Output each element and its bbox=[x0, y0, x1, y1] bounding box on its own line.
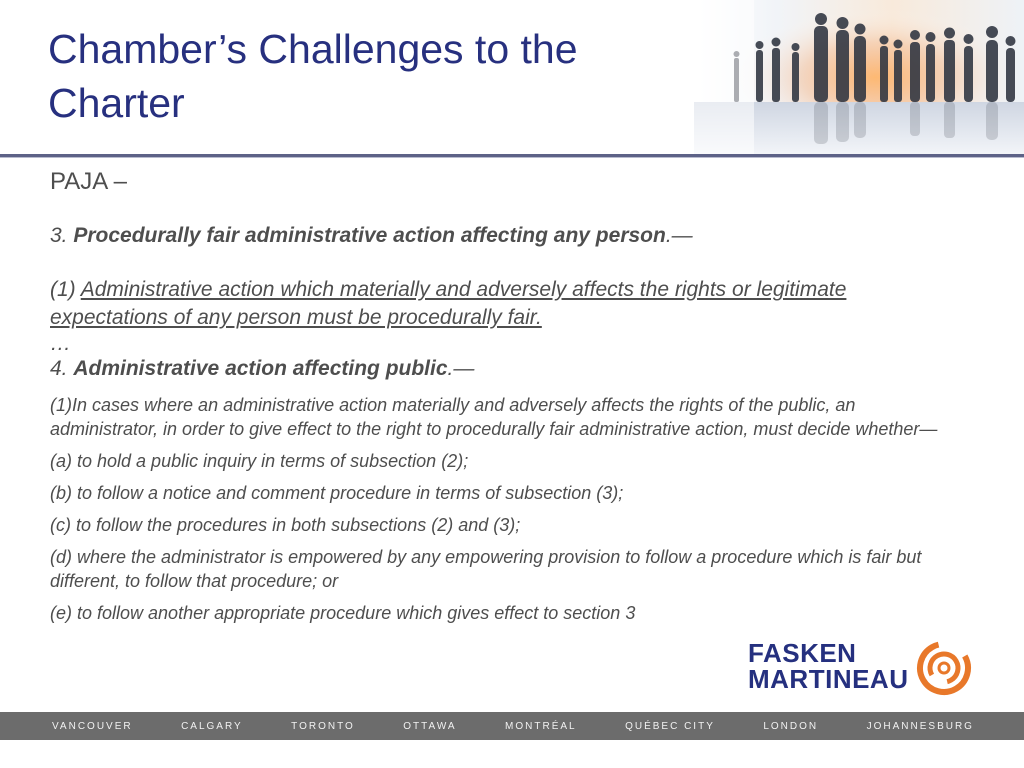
section-4-item-d: (d) where the administrator is empowered by any empowering provision to follow a procedure which is fair but different, to follow that procedure; or bbox=[50, 547, 922, 591]
slide-body bbox=[50, 166, 960, 633]
section-3-1-body: Administrative action which materially and adversely affects the rights or legitimate expectations of any person must be procedurally fair. bbox=[50, 278, 847, 329]
section-4-item-e: (e) to follow another appropriate procedure which gives effect to section 3 bbox=[50, 603, 636, 623]
section-3-title: Procedurally fair administrative action affecting any person bbox=[73, 224, 666, 247]
footer-city-montreal: MONTRÉAL bbox=[505, 720, 577, 732]
section-4-item-b: (b) to follow a notice and comment procedure in terms of subsection (3); bbox=[50, 483, 624, 503]
footer-city-toronto: TORONTO bbox=[291, 720, 355, 732]
ellipsis: … bbox=[50, 332, 71, 355]
slide-title: Chamber’s Challenges to the Charter bbox=[48, 26, 578, 126]
section-4-dash: .— bbox=[447, 357, 475, 380]
footer-city-london: LONDON bbox=[763, 720, 819, 732]
fasken-martineau-logo bbox=[748, 640, 978, 696]
logo-swirl-icon bbox=[916, 640, 972, 696]
footer-city-calgary: CALGARY bbox=[181, 720, 243, 732]
section-3-1-text bbox=[50, 276, 960, 332]
footer-city-quebec-city: QUÉBEC CITY bbox=[625, 720, 715, 732]
footer-city-bar bbox=[0, 712, 1024, 740]
logo-line-1: FASKEN bbox=[748, 638, 857, 668]
section-4-number: 4. bbox=[50, 357, 74, 380]
paja-label: PAJA – bbox=[50, 168, 127, 195]
section-3-1-number: (1) bbox=[50, 278, 81, 301]
footer-city-johannesburg: JOHANNESBURG bbox=[866, 720, 974, 732]
section-4-heading bbox=[50, 355, 960, 383]
footer-city-vancouver: VANCOUVER bbox=[52, 720, 133, 732]
header-photo-business-people bbox=[694, 0, 1024, 155]
section-4-item-a: (a) to hold a public inquiry in terms of subsection (2); bbox=[50, 451, 469, 471]
header-photo-image bbox=[694, 0, 1024, 155]
logo-line-2: MARTINEAU bbox=[748, 664, 909, 694]
section-4-title: Administrative action affecting public bbox=[73, 357, 448, 380]
section-3-dash: .— bbox=[665, 224, 693, 247]
logo-wordmark bbox=[748, 640, 909, 692]
section-4-1-text: (1)In cases where an administrative action materially and adversely affects the rights of the public, an administrator, in order to give effect to the right to procedurally fair administrative action, must decide whether— bbox=[50, 395, 938, 439]
section-3-number: 3. bbox=[50, 224, 74, 247]
section-3-heading bbox=[50, 222, 960, 250]
title-divider-shadow bbox=[0, 157, 1024, 158]
section-4-item-c: (c) to follow the procedures in both subsections (2) and (3); bbox=[50, 515, 521, 535]
footer-city-ottawa: OTTAWA bbox=[403, 720, 457, 732]
